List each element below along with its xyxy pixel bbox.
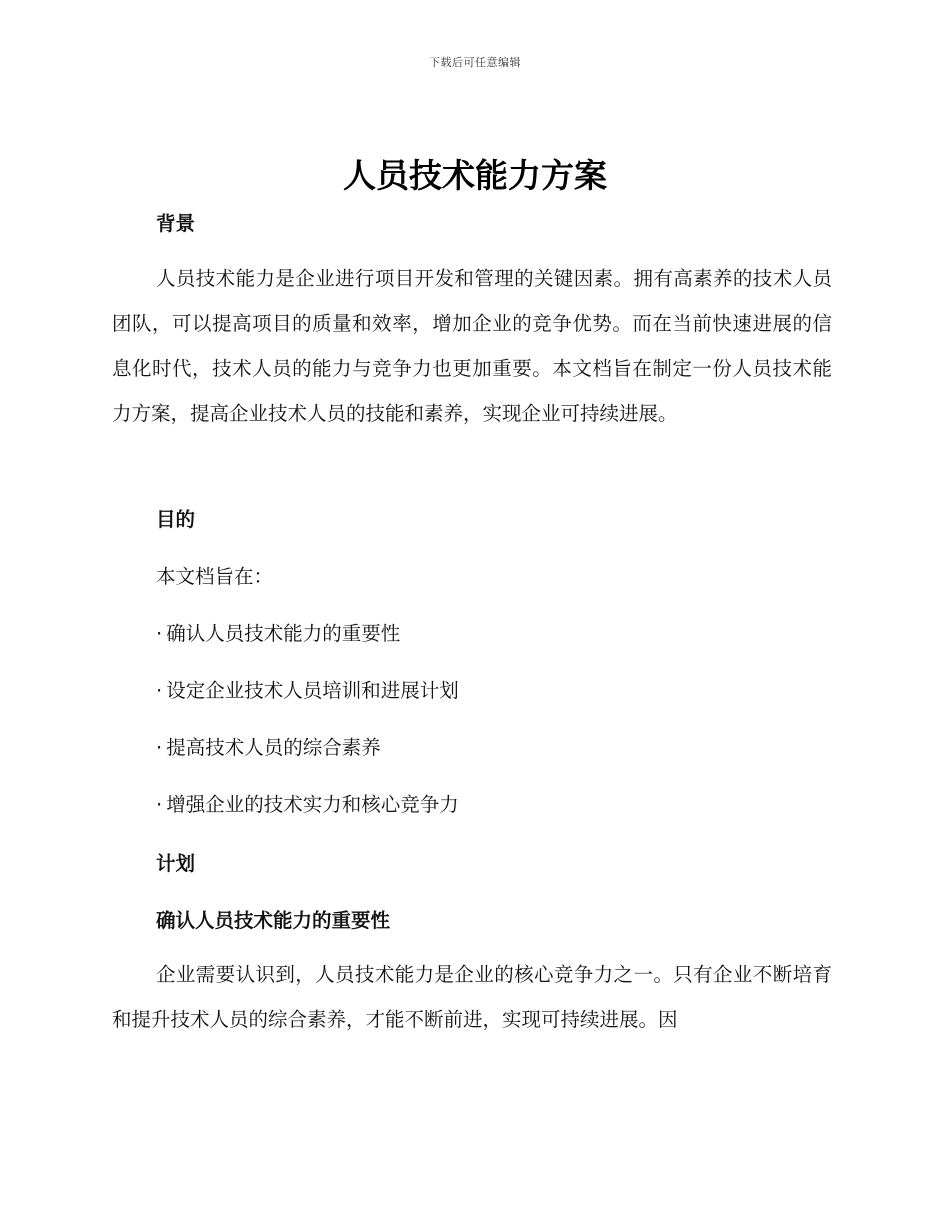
purpose-intro: 本文档旨在： [156, 565, 274, 588]
bullet-icon: · [156, 736, 163, 759]
list-item [156, 618, 400, 646]
list-item [156, 732, 381, 760]
subheading-importance: 确认人员技术能力的重要性 [156, 909, 391, 932]
list-item [156, 675, 459, 703]
header-note: 下载后可任意编辑 [429, 56, 521, 69]
document-title: 人员技术能力方案 [343, 156, 607, 195]
bullet-icon: · [156, 679, 163, 702]
bullet-icon: · [156, 793, 163, 816]
list-item [156, 789, 459, 817]
paragraph-background: 人员技术能力是企业进行项目开发和管理的关键因素。拥有高素养的技术人员团队，可以提高项目的质量和效率，增加企业的竞争优势。而在当前快速进展的信息化时代，技术人员的能力与竞争力也更加重要。本文档旨在制定一份人员技术能力方案，提高企业技术人员的技能和素养，实现企业可持续进展。 [112, 267, 832, 425]
list-item-text: 设定企业技术人员培训和进展计划 [166, 679, 459, 702]
heading-background: 背景 [156, 212, 196, 235]
heading-plan: 计划 [156, 852, 196, 875]
list-item-text: 增强企业的技术实力和核心竞争力 [166, 793, 459, 816]
list-item-text: 确认人员技术能力的重要性 [166, 622, 401, 645]
heading-purpose: 目的 [156, 508, 196, 531]
bullet-icon: · [156, 622, 163, 645]
paragraph-plan: 企业需要认识到，人员技术能力是企业的核心竞争力之一。只有企业不断培育和提升技术人员的综合素养，才能不断前进，实现可持续进展。因 [112, 963, 832, 1031]
list-item-text: 提高技术人员的综合素养 [166, 736, 381, 759]
